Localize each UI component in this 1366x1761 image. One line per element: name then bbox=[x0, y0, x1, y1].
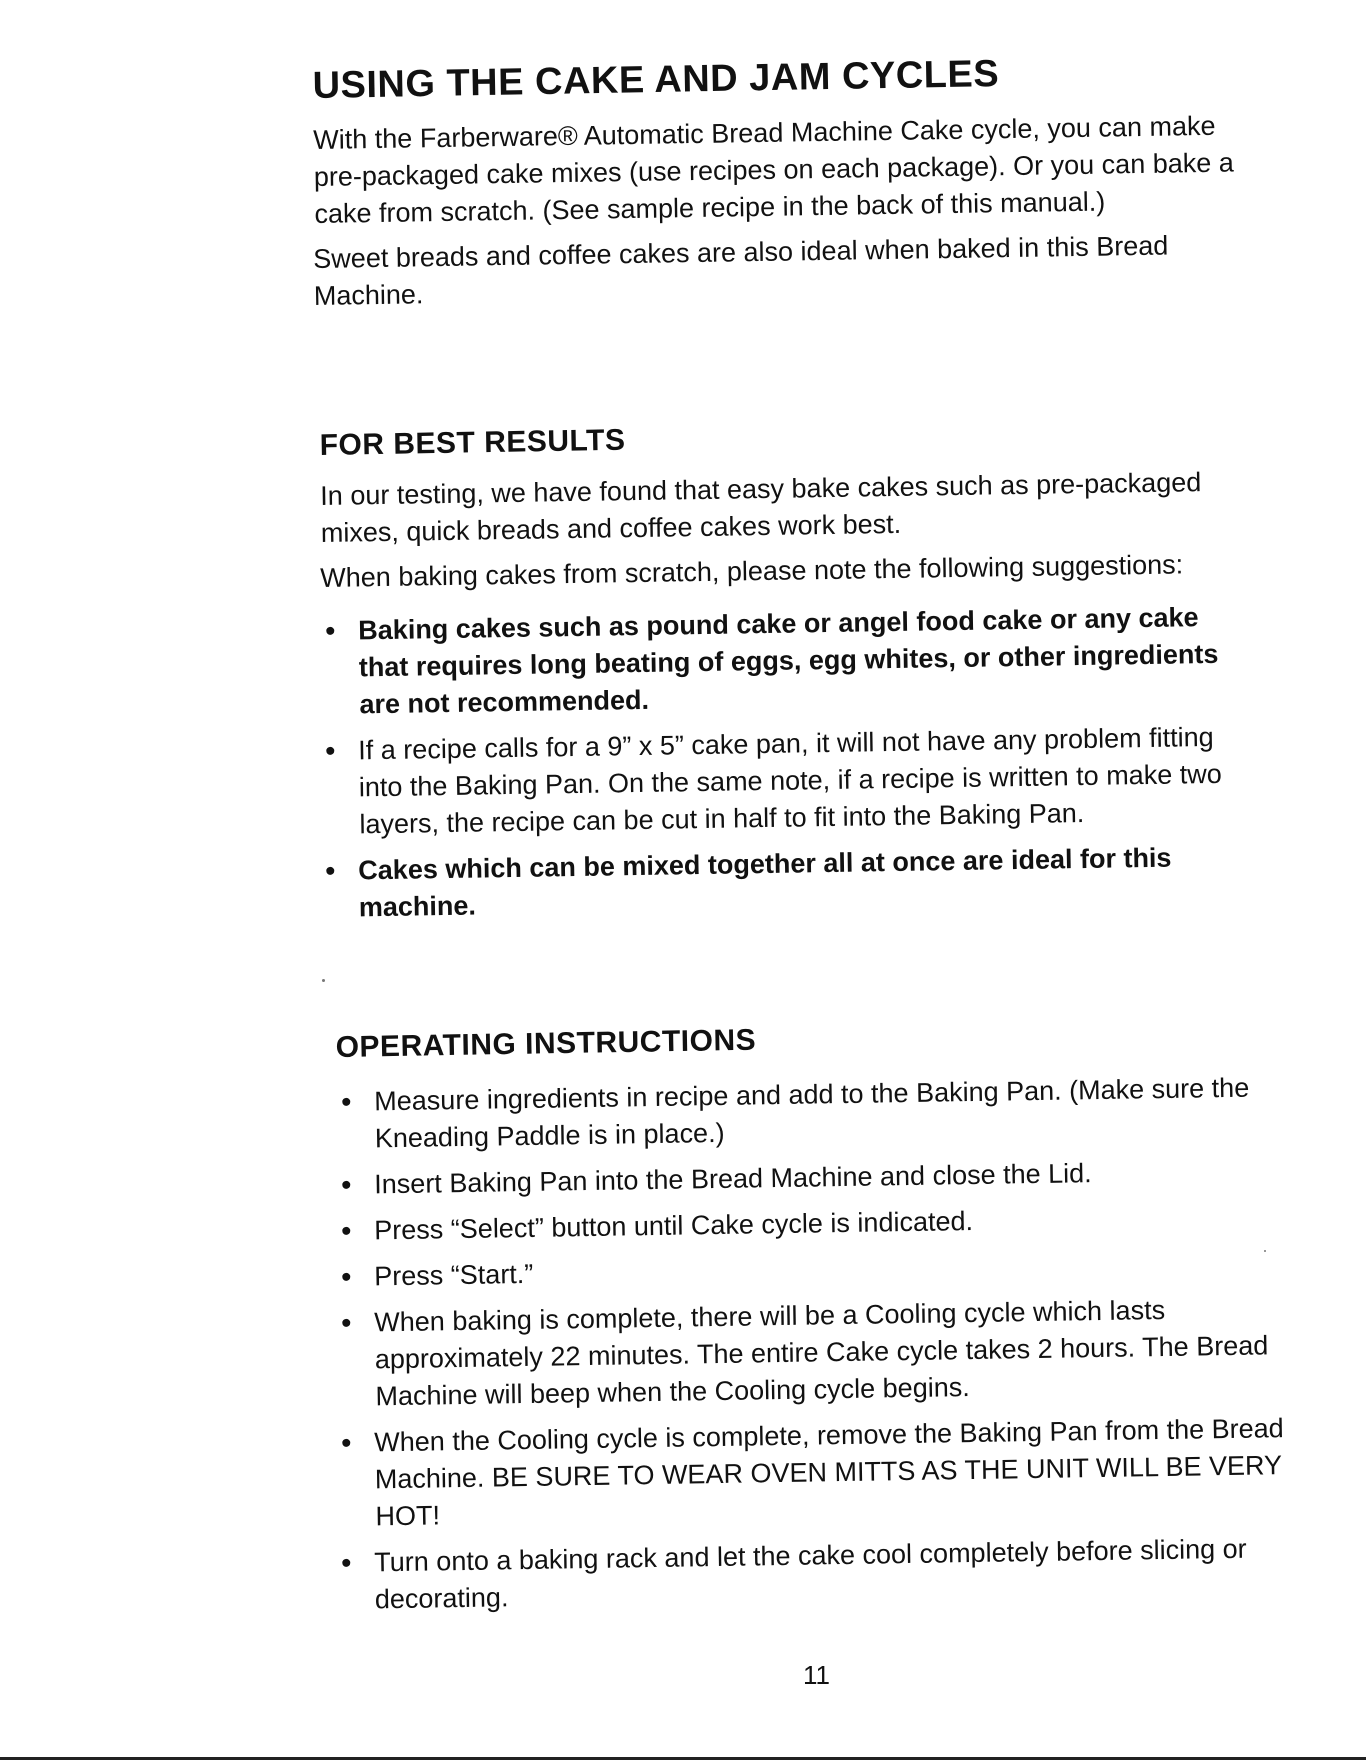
bullet-icon bbox=[326, 627, 334, 635]
scan-speck bbox=[1264, 1250, 1266, 1252]
page-title: USING THE CAKE AND JAM CYCLES bbox=[312, 53, 1000, 108]
list-item bbox=[336, 1198, 1286, 1250]
list-item-text: Baking cakes such as pound cake or angel food cake or any cake that requires long beating of eggs, egg whites, or other ingredients are not recommended. bbox=[358, 602, 1219, 720]
best-results-heading: FOR BEST RESULTS bbox=[319, 423, 626, 463]
bullet-icon bbox=[326, 867, 334, 875]
bullet-icon bbox=[342, 1098, 350, 1106]
page-number: 11 bbox=[803, 1660, 830, 1690]
bullet-icon bbox=[342, 1181, 350, 1189]
list-item-text: Cakes which can be mixed together all at once are ideal for this machine. bbox=[358, 842, 1172, 923]
bullet-icon bbox=[342, 1439, 350, 1447]
list-item bbox=[336, 1069, 1287, 1158]
list-item bbox=[336, 1152, 1286, 1204]
list-item bbox=[320, 598, 1257, 724]
list-item-text: If a recipe calls for a 9” x 5” cake pan, it will not have any problem fitting into the Baking Pan. On the same note, if a recipe is written to make two layers, the recipe can be cut in half to fit into the Baking Pan. bbox=[358, 721, 1222, 840]
list-item bbox=[336, 1530, 1287, 1619]
intro-paragraph: With the Farberware® Automatic Bread Machine Cake cycle, you can make pre-packaged cake mixes (use recipes on each package). Or you can bake a cake from scratch. (See sample recipe in the back of this manual.) bbox=[313, 110, 1235, 229]
best-results-section bbox=[319, 423, 1255, 936]
bullet-icon bbox=[342, 1319, 350, 1327]
list-item-text: Measure ingredients in recipe and add to the Baking Pan. (Make sure the Kneading Paddle is in place.) bbox=[374, 1072, 1250, 1154]
list-item bbox=[320, 838, 1256, 927]
list-item bbox=[336, 1410, 1288, 1536]
list-item-text: When the Cooling cycle is complete, remove the Baking Pan from the Bread Machine. BE SURE TO WEAR OVEN MITTS AS THE UNIT WILL BE VERY HOT! bbox=[374, 1413, 1284, 1532]
list-item-text: Press “Select” button until Cake cycle is indicated. bbox=[374, 1205, 974, 1246]
operating-heading: OPERATING INSTRUCTIONS bbox=[335, 1023, 757, 1065]
scan-speck bbox=[322, 979, 325, 982]
intro-paragraph: Sweet breads and coffee cakes are also ideal when baked in this Bread Machine. bbox=[313, 230, 1169, 311]
list-item bbox=[320, 718, 1257, 844]
best-results-text bbox=[320, 467, 1255, 597]
list-item bbox=[336, 1290, 1288, 1416]
page-bottom-rule bbox=[0, 1757, 1366, 1760]
best-results-paragraph: When baking cakes from scratch, please note the following suggestions: bbox=[320, 549, 1184, 593]
bullet-icon bbox=[342, 1273, 350, 1281]
intro-text bbox=[313, 110, 1253, 315]
list-item-text: Press “Start.” bbox=[374, 1258, 534, 1292]
list-item-text: When baking is complete, there will be a Cooling cycle which lasts approximately 22 minutes. The entire Cake cycle takes 2 hours. The Bread Machine will beep when the Cooling cycle begins. bbox=[374, 1294, 1269, 1412]
cake-jam-section bbox=[312, 53, 1253, 315]
operating-list bbox=[336, 1072, 1286, 1619]
bullet-icon bbox=[342, 1559, 350, 1567]
best-results-paragraph: In our testing, we have found that easy bake cakes such as pre-packaged mixes, quick breads and coffee cakes work best. bbox=[320, 467, 1202, 548]
operating-section bbox=[335, 1023, 1286, 1628]
best-results-list bbox=[320, 602, 1255, 927]
list-item bbox=[336, 1244, 1286, 1296]
list-item-text: Insert Baking Pan into the Bread Machine and close the Lid. bbox=[374, 1158, 1092, 1200]
list-item-text: Turn onto a baking rack and let the cake cool completely before slicing or decorating. bbox=[374, 1533, 1247, 1615]
bullet-icon bbox=[342, 1227, 350, 1235]
bullet-icon bbox=[326, 747, 334, 755]
